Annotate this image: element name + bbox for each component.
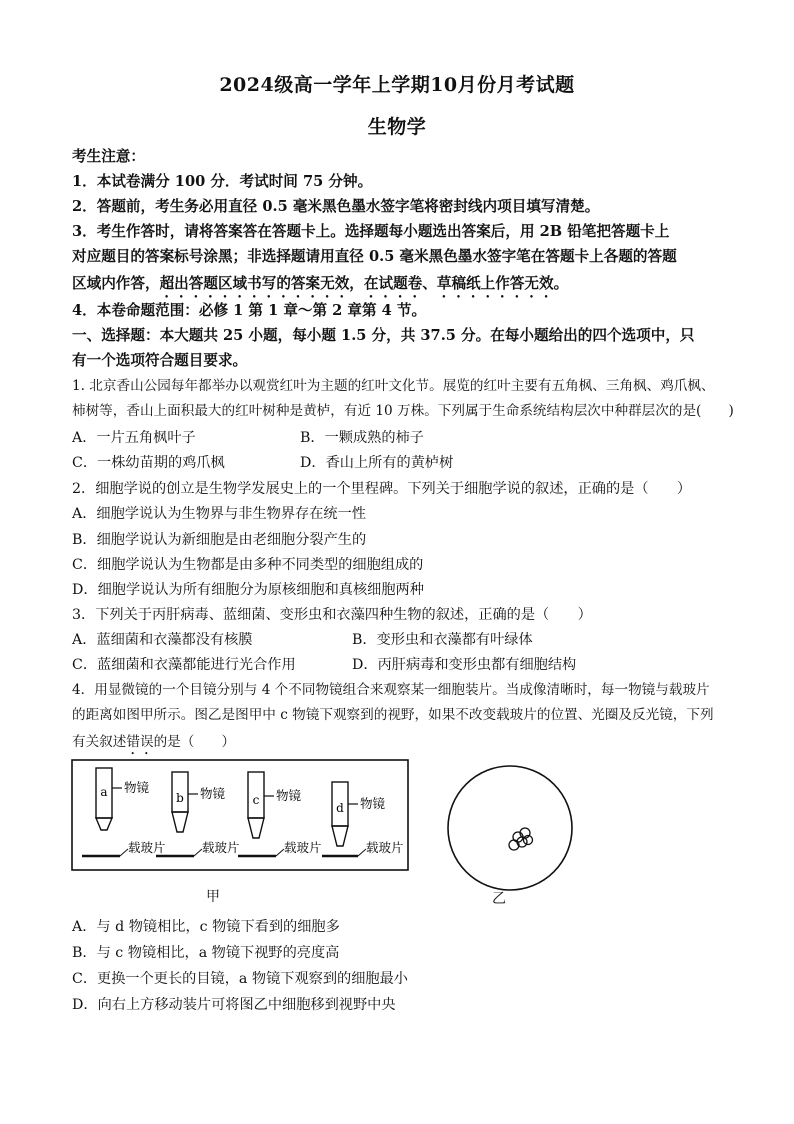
objective-label-c: 物镜 xyxy=(276,788,302,803)
q1-option-d: D．香山上所有的黄栌树 xyxy=(300,455,454,471)
slide-label-a: 载玻片 xyxy=(128,840,166,855)
q4-stem-line-2: 的距离如图甲所示。图乙是图甲中 c 物镜下观察到的视野，如果不改变载玻片的位置、光圈及反光镜，下列 xyxy=(72,707,714,723)
q4-option-d: D．向右上方移动装片可将图乙中细胞移到视野中央 xyxy=(72,997,396,1013)
q4-option-c: C．更换一个更长的目镜，a 物镜下观察到的细胞最小 xyxy=(72,971,408,987)
q1-stem-line-1: 1. 北京香山公园每年都举办以观赏红叶为主题的红叶文化节。展览的红叶主要有五角枫、三角枫、鸡爪枫、 xyxy=(72,378,715,394)
section-heading-line-2: 有一个选项符合题目要求。 xyxy=(72,352,248,369)
q3-options-row-2 xyxy=(72,658,732,672)
q1-stem-line-2: 柿树等，香山上面积最大的红叶树种是黄栌，有近 10 万株。下列属于生命系统结构层次中种群层次的是( ) xyxy=(72,403,734,419)
slide-label-b: 载玻片 xyxy=(202,840,240,855)
figure-jia-caption: 甲 xyxy=(206,889,220,905)
objective-label-b: 物镜 xyxy=(200,786,226,801)
q1-option-b: B．一颗成熟的柿子 xyxy=(300,430,424,446)
notice-item-3-line-3-end: 。 xyxy=(553,275,569,292)
figure-jia-objectives xyxy=(70,758,410,880)
objective-letter-a: a xyxy=(100,785,108,799)
q4-stem-line-3-end: 的是（ ） xyxy=(153,734,236,750)
objective-letter-c: c xyxy=(252,793,260,807)
notice-heading: 考生注意： xyxy=(72,148,145,165)
q1-options-row-1 xyxy=(72,431,732,445)
q3-option-d: D．丙肝病毒和变形虫都有细胞结构 xyxy=(352,657,577,673)
q3-option-c: C．蓝细菌和衣藻都能进行光合作用 xyxy=(72,657,296,673)
section-heading-line-1: 一、选择题：本大题共 25 小题，每小题 1.5 分，共 37.5 分。在每小题给出的四个选项中，只 xyxy=(72,327,695,344)
notice-item-3-line-2: 对应题目的答案标号涂黑；非选择题请用直径 0.5 毫米黑色墨水签字笔在答题卡上各题的答题 xyxy=(72,248,677,265)
q3-stem: 3．下列关于丙肝病毒、蓝细菌、变形虫和衣藻四种生物的叙述，正确的是（ ） xyxy=(72,607,592,623)
q2-stem: 2．细胞学说的创立是生物学发展史上的一个里程碑。下列关于细胞学说的叙述，正确的是（ ） xyxy=(72,481,692,497)
notice-item-3-line-3-start: 区域内作答， xyxy=(72,275,160,292)
q4-stem-line-3 xyxy=(72,734,732,758)
objective-letter-d: d xyxy=(336,801,344,815)
notice-item-4: 4．本卷命题范围：必修 1 第 1 章～第 2 章第 4 节。 xyxy=(72,302,427,319)
q4-option-b: B．与 c 物镜相比，a 物镜下视野的亮度高 xyxy=(72,945,340,961)
exam-title: 2024级高一学年上学期10月份月考试题 xyxy=(219,74,575,96)
q2-option-c: C．细胞学说认为生物都是由多种不同类型的细胞组成的 xyxy=(72,557,424,573)
q4-stem-line-1: 4．用显微镜的一个目镜分别与 4 个不同物镜组合来观察某一细胞装片。当成像清晰时，每一物镜与载玻片 xyxy=(72,682,710,698)
objective-label-d: 物镜 xyxy=(360,796,386,811)
q3-option-a: A．蓝细菌和衣藻都没有核膜 xyxy=(72,632,253,648)
notice-item-3-line-1: 3．考生作答时，请将答案答在答题卡上。选择题每小题选出答案后，用 2B 铅笔把答题卡上 xyxy=(72,223,670,240)
field-of-view-circle xyxy=(448,766,572,890)
cell-cluster xyxy=(509,828,533,850)
q3-option-b: B．变形虫和衣藻都有叶绿体 xyxy=(352,632,533,648)
notice-item-1: 1．本试卷满分 100 分．考试时间 75 分钟。 xyxy=(72,173,373,190)
q1-options-row-2 xyxy=(72,456,732,470)
q2-option-a: A．细胞学说认为生物界与非生物界存在统一性 xyxy=(72,506,366,522)
subject-title: 生物学 xyxy=(367,116,427,138)
q4-stem-line-3-start: 有关叙述 xyxy=(72,734,127,750)
q4-stem-emphasis: 错误 xyxy=(126,734,154,750)
objective-label-a: 物镜 xyxy=(124,780,150,795)
q1-option-c: C．一株幼苗期的鸡爪枫 xyxy=(72,455,225,471)
objective-c xyxy=(238,772,284,856)
q3-options-row-1 xyxy=(72,633,732,647)
objective-letter-b: b xyxy=(176,791,184,805)
q2-option-d: D．细胞学说认为所有细胞分为原核细胞和真核细胞两种 xyxy=(72,582,424,598)
q4-option-a: A．与 d 物镜相比，c 物镜下看到的细胞多 xyxy=(72,919,340,935)
notice-item-3-emphasis: 超出答题区域书写的答案无效，在试题卷、草稿纸上作答无效 xyxy=(159,275,554,292)
slide-label-d: 载玻片 xyxy=(366,840,404,855)
slide-label-c: 载玻片 xyxy=(284,840,322,855)
objective-d xyxy=(322,782,366,856)
notice-item-2: 2．答题前，考生务必用直径 0.5 毫米黑色墨水签字笔将密封线内项目填写清楚。 xyxy=(72,198,600,215)
objective-a xyxy=(82,768,128,856)
q2-option-b: B．细胞学说认为新细胞是由老细胞分裂产生的 xyxy=(72,532,367,548)
figure-yi-caption: 乙 xyxy=(492,891,506,907)
notice-item-3-line-3 xyxy=(72,275,732,301)
q1-option-a: A．一片五角枫叶子 xyxy=(72,430,196,446)
figure-yi-field-of-view xyxy=(440,760,590,900)
